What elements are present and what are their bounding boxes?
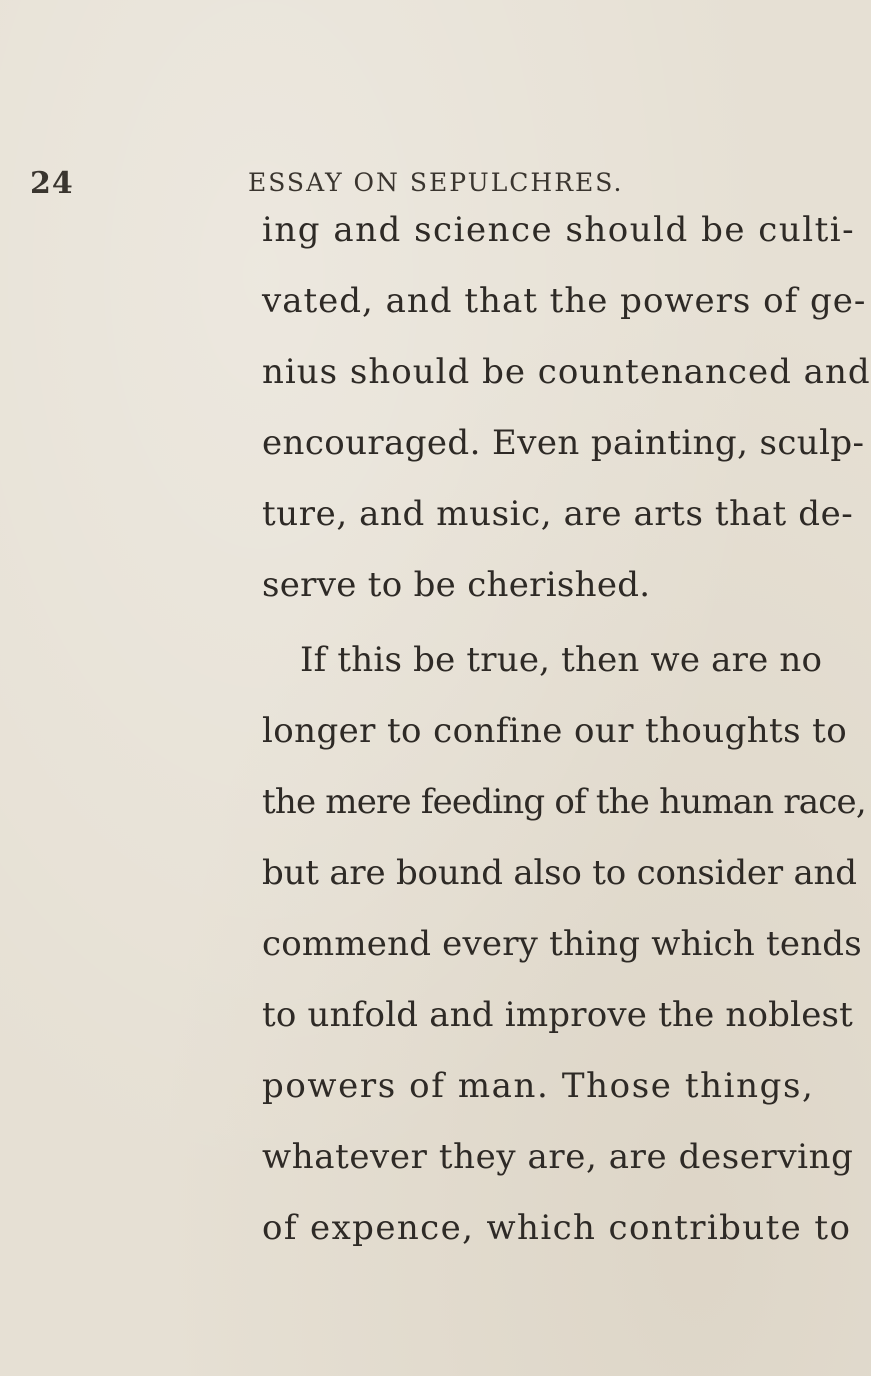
text-line: to unfold and improve the noblest [262, 995, 854, 1035]
text-line: serve to be cherished. [262, 565, 651, 605]
paragraph-first-line: If this be true, then we are no [300, 640, 823, 680]
text-line: commend every thing which tends [262, 924, 862, 964]
text-line: of expence, which contribute to [262, 1208, 852, 1248]
text-line: longer to confine our thoughts to [262, 711, 848, 751]
text-line: vated, and that the powers of ge- [262, 281, 867, 321]
text-line: but are bound also to consider and [262, 853, 857, 893]
text-line: ing and science should be culti- [262, 210, 856, 250]
text-line: encouraged. Even painting, sculp- [262, 423, 865, 463]
text-line: nius should be countenanced and [262, 352, 871, 392]
text-line: ture, and music, are arts that de- [262, 494, 854, 534]
running-title: ESSAY ON SEPULCHRES. [248, 168, 624, 197]
text-line: the mere feeding of the human race, [262, 782, 866, 822]
text-line: powers of man. Those things, [262, 1066, 815, 1106]
text-line: whatever they are, are deserving [262, 1137, 854, 1177]
page-number: 24 [30, 166, 74, 201]
